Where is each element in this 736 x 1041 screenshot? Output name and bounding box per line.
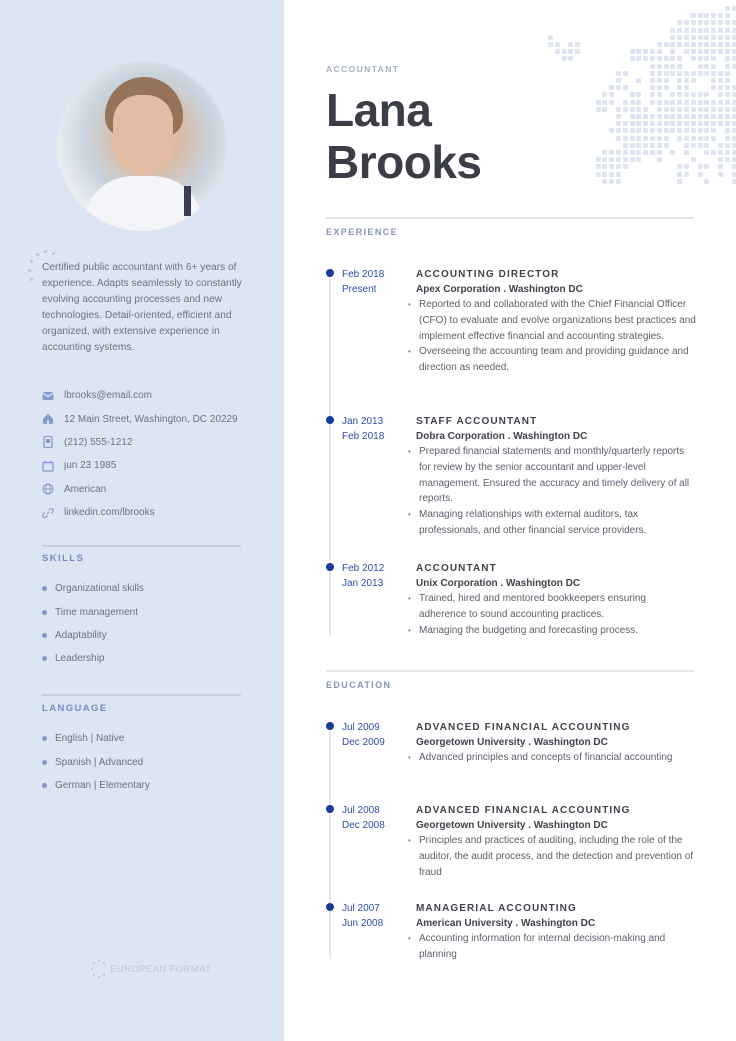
language-divider xyxy=(42,694,241,696)
entry-dates xyxy=(342,267,384,297)
skill-label: Adaptability xyxy=(55,629,107,641)
entry-dates xyxy=(342,803,385,833)
entry-bullet: • Managing relationships with external auditors, tax professionals, and other financial service providers. xyxy=(406,507,696,539)
language-item xyxy=(42,727,150,750)
bullet-dot-icon xyxy=(42,610,47,615)
bullet-dot-icon xyxy=(42,760,47,765)
sidebar xyxy=(0,0,284,1041)
entry-dates xyxy=(342,561,384,591)
contact-email[interactable] xyxy=(42,384,238,407)
european-format-label: EUROPEAN FORMAT xyxy=(110,963,212,975)
language-heading: LANGUAGE xyxy=(42,703,108,714)
bullet-dot-icon xyxy=(42,586,47,591)
end-date: Dec 2008 xyxy=(342,820,385,831)
first-name: Lana xyxy=(326,84,432,136)
bullet-dot-icon xyxy=(42,783,47,788)
entry-dates xyxy=(342,720,385,750)
phone-icon xyxy=(42,436,54,448)
skill-item xyxy=(42,647,144,670)
entry-title: ACCOUNTING DIRECTOR xyxy=(416,269,560,280)
contact-linkedin-text: linkedin.com/lbrooks xyxy=(64,507,155,519)
experience-heading: EXPERIENCE xyxy=(326,227,399,237)
start-date: Jul 2008 xyxy=(342,805,380,816)
bullet-dot-icon xyxy=(42,656,47,661)
skill-label: Time management xyxy=(55,606,138,618)
skill-label: Organizational skills xyxy=(55,583,144,595)
entry-bullet: • Accounting information for internal decision-making and planning xyxy=(406,931,696,963)
person-name xyxy=(326,84,481,188)
start-date: Jul 2009 xyxy=(342,722,380,733)
contact-address-text: 12 Main Street, Washington, DC 20229 xyxy=(64,413,238,425)
skill-item xyxy=(42,624,144,647)
skill-item xyxy=(42,577,144,600)
entry-organization: Unix Corporation . Washington DC xyxy=(416,578,581,589)
entry-bullet: • Managing the budgeting and forecasting process. xyxy=(406,623,696,639)
contact-email-text: lbrooks@email.com xyxy=(64,390,152,402)
contact-list xyxy=(42,384,238,524)
timeline-dot-icon xyxy=(326,416,334,424)
experience-timeline xyxy=(329,274,331,636)
home-icon xyxy=(42,413,54,425)
language-item xyxy=(42,750,150,773)
end-date: Feb 2018 xyxy=(342,431,385,442)
entry-title: MANAGERIAL ACCOUNTING xyxy=(416,903,577,914)
contact-phone-text: (212) 555-1212 xyxy=(64,436,133,448)
start-date: Jan 2013 xyxy=(342,416,384,427)
language-label: German | Elementary xyxy=(55,779,150,791)
profile-summary: Certified public accountant with 6+ years of experience. Adapts seamlessly to constantly evolving accounting processes and new technologies. Detail-oriented, efficient and organized, with extensive experience in accounting systems. xyxy=(42,262,242,353)
eu-stars-icon xyxy=(90,960,108,978)
language-list xyxy=(42,727,150,797)
entry-title: STAFF ACCOUNTANT xyxy=(416,416,538,427)
entry-title: ADVANCED FINANCIAL ACCOUNTING xyxy=(416,722,631,733)
entry-title: ACCOUNTANT xyxy=(416,563,497,574)
entry-organization: Dobra Corporation . Washington DC xyxy=(416,431,588,442)
bullet-dot-icon xyxy=(42,633,47,638)
education-heading: EDUCATION xyxy=(326,680,392,690)
end-date: Jun 2008 xyxy=(342,918,384,929)
contact-birthdate xyxy=(42,454,238,477)
contact-nationality-text: American xyxy=(64,483,107,495)
photo-face xyxy=(113,95,173,175)
timeline-dot-icon xyxy=(326,722,334,730)
entry-bullet: • Advanced principles and concepts of financial accounting xyxy=(406,750,696,766)
entry-organization: Georgetown University . Washington DC xyxy=(416,820,608,831)
education-divider xyxy=(326,670,694,672)
contact-phone[interactable] xyxy=(42,431,238,454)
entry-dates xyxy=(342,414,384,444)
end-date: Dec 2009 xyxy=(342,737,385,748)
globe-icon xyxy=(42,483,54,495)
contact-linkedin[interactable] xyxy=(42,501,238,524)
contact-birthdate-text: jun 23 1985 xyxy=(64,460,117,472)
last-name: Brooks xyxy=(326,136,482,188)
entry-organization: Apex Corporation . Washington DC xyxy=(416,284,583,295)
end-date: Jan 2013 xyxy=(342,578,384,589)
end-date: Present xyxy=(342,284,377,295)
entry-organization: American University . Washington DC xyxy=(416,918,596,929)
timeline-dot-icon xyxy=(326,805,334,813)
timeline-dot-icon xyxy=(326,563,334,571)
experience-divider xyxy=(326,217,694,219)
start-date: Feb 2012 xyxy=(342,563,385,574)
language-label: Spanish | Advanced xyxy=(55,756,144,768)
language-label: English | Native xyxy=(55,733,125,745)
bullet-dot-icon xyxy=(42,736,47,741)
entry-title: ADVANCED FINANCIAL ACCOUNTING xyxy=(416,805,631,816)
link-icon xyxy=(42,507,54,519)
entry-bullet: • Prepared financial statements and monthly/quarterly reports for review by the senior accountant and upper-level management. Ensured the accuracy and timely delivery of all reports. xyxy=(406,444,696,507)
photo-strap xyxy=(184,186,191,216)
education-timeline xyxy=(329,727,331,959)
start-date: Feb 2018 xyxy=(342,269,385,280)
skills-list xyxy=(42,577,144,671)
calendar-icon xyxy=(42,460,54,472)
entry-bullet: • Trained, hired and mentored bookkeepers ensuring adherence to sound accounting practices. xyxy=(406,591,696,623)
entry-bullet: • Principles and practices of auditing, including the role of the auditor, the audit process, and the detection and prevention of fraud xyxy=(406,833,696,880)
timeline-dot-icon xyxy=(326,269,334,277)
entry-bullet: • Overseeing the accounting team and providing guidance and direction as needed. xyxy=(406,344,696,376)
email-icon xyxy=(42,390,54,402)
europe-dot-map-icon xyxy=(548,6,736,186)
skills-heading: SKILLS xyxy=(42,553,85,564)
skill-item xyxy=(42,600,144,623)
language-item xyxy=(42,774,150,797)
timeline-dot-icon xyxy=(326,903,334,911)
entry-organization: Georgetown University . Washington DC xyxy=(416,737,608,748)
skills-divider xyxy=(42,545,241,547)
profile-photo xyxy=(57,61,227,231)
contact-nationality xyxy=(42,478,238,501)
entry-bullet: • Reported to and collaborated with the Chief Financial Officer (CFO) to evaluate and evolve organizations best practices and implement effective financial and accounting strategies. xyxy=(406,297,696,344)
entry-dates xyxy=(342,901,383,931)
skill-label: Leadership xyxy=(55,653,105,665)
job-role: ACCOUNTANT xyxy=(326,64,400,74)
european-format-badge xyxy=(90,960,211,978)
start-date: Jul 2007 xyxy=(342,903,380,914)
contact-address xyxy=(42,407,238,430)
